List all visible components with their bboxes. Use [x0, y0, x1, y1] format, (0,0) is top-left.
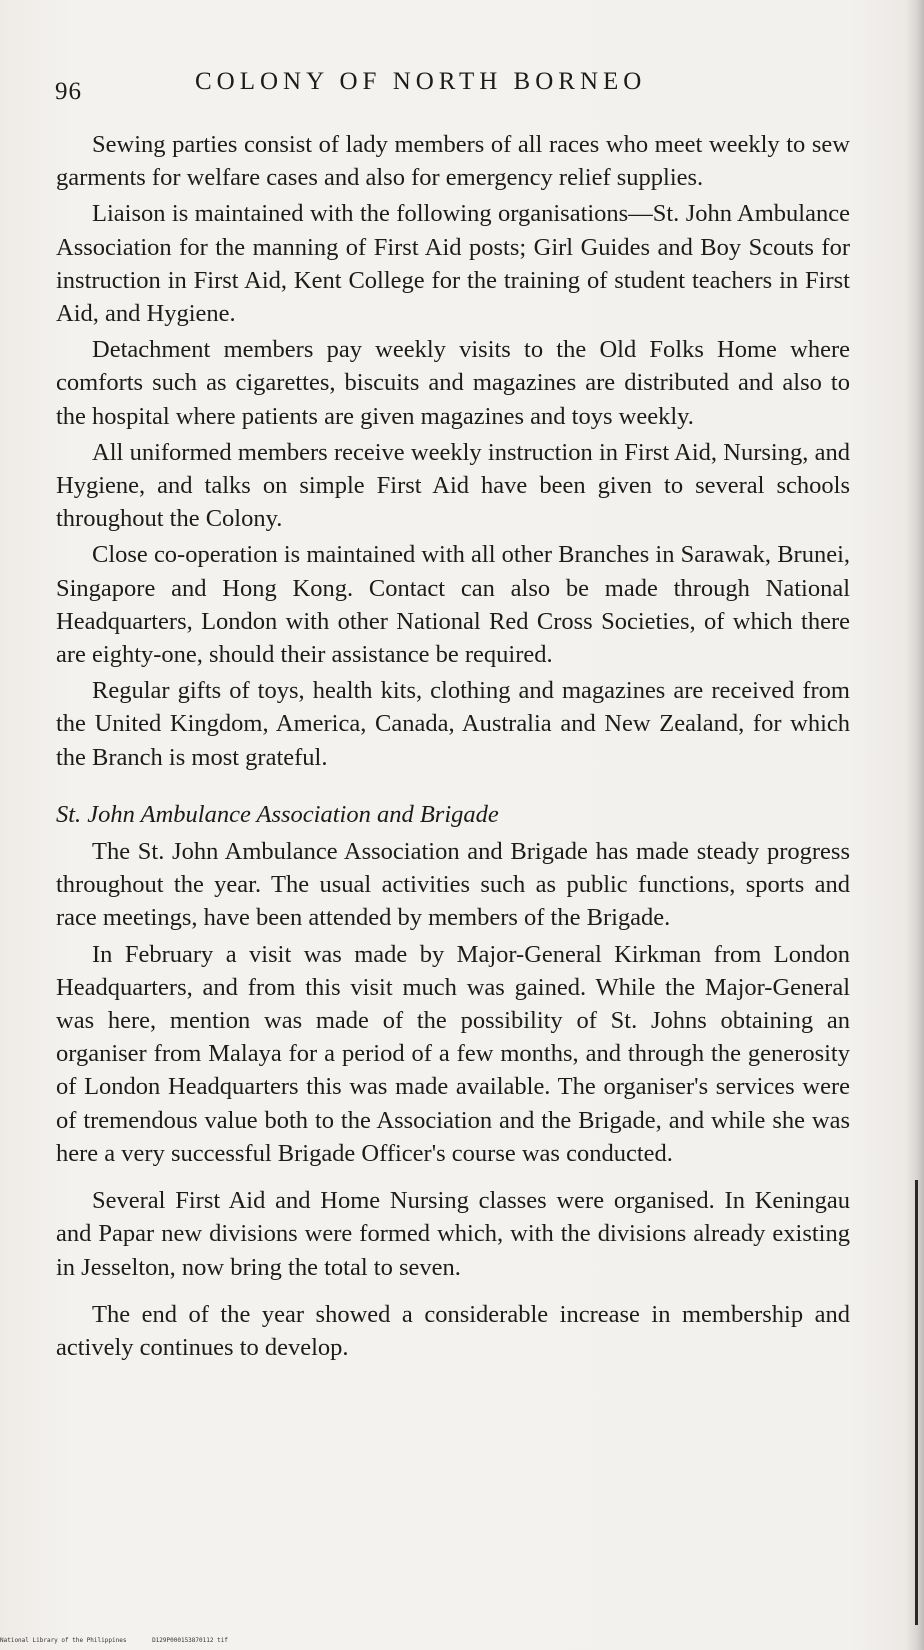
- paragraph-uniformed-members: All uniformed members receive weekly instruction in First Aid, Nursing, and Hygiene, and talks on simple First Aid have been given to several schools throughout the Colony.: [56, 438, 850, 533]
- paragraph-membership-increase: The end of the year showed a considerable increase in membership and actively continues to develop.: [56, 1300, 850, 1361]
- page-header: [55, 62, 845, 112]
- paragraph-detachment-visits: Detachment members pay weekly visits to the Old Folks Home where comforts such as cigarettes, biscuits and magazines are distributed and also to the hospital where patients are given magazines and toys weekly.: [56, 336, 850, 430]
- paragraph-regular-gifts: Regular gifts of toys, health kits, clothing and magazines are received from the United Kingdom, America, Canada, Australia and New Zealand, for which the Branch is most grateful.: [56, 677, 850, 771]
- footer-source: National Library of the Philippines: [0, 1637, 127, 1644]
- footer-file-id: D129P000153870112 tif: [152, 1637, 228, 1644]
- page-edge-line: [915, 1180, 918, 1625]
- scan-footer: [0, 1637, 250, 1647]
- body-text: [56, 128, 850, 1367]
- page-number: 96: [55, 78, 82, 105]
- paragraph-liaison: Liaison is maintained with the following organisations—St. John Ambulance Association for the manning of First Aid posts; Girl Guides and Boy Scouts for instruction in First Aid, Kent College for the training of student teachers in First Aid, and Hygiene.: [56, 200, 850, 328]
- paragraph-february-visit: In February a visit was made by Major-General Kirkman from London Headquarters, and from this visit much was gained. While the Major-General was here, mention was made of the possibility of St. Johns obtaining an organiser from Malaya for a period of a few months, and through the generosity of London Headquarters this was made available. The organiser's services were of tremendous value both to the Association and the Brigade, and while she was here a very successful Brigade Officer's course was conducted.: [56, 940, 850, 1167]
- running-head: COLONY OF NORTH BORNEO: [195, 68, 647, 95]
- paragraph-steady-progress: The St. John Ambulance Association and Brigade has made steady progress throughout the year. The usual activities such as public functions, sports and race meetings, have been attended by members of the Brigade.: [56, 838, 850, 932]
- paragraph-sewing-parties: Sewing parties consist of lady members of all races who meet weekly to sew garments for welfare cases and also for emergency relief supplies.: [56, 131, 850, 192]
- paragraph-classes-organised: Several First Aid and Home Nursing classes were organised. In Keningau and Papar new divisions were formed which, with the divisions already existing in Jesselton, now bring the total to seven.: [56, 1187, 850, 1281]
- section-heading: St. John Ambulance Association and Brigade: [56, 800, 499, 828]
- paragraph-co-operation: Close co-operation is maintained with all other Branches in Sarawak, Brunei, Singapore and Hong Kong. Contact can also be made through National Headquarters, London with other National Red Cross Societies, of which there are eighty-one, should their assistance be required.: [56, 541, 850, 669]
